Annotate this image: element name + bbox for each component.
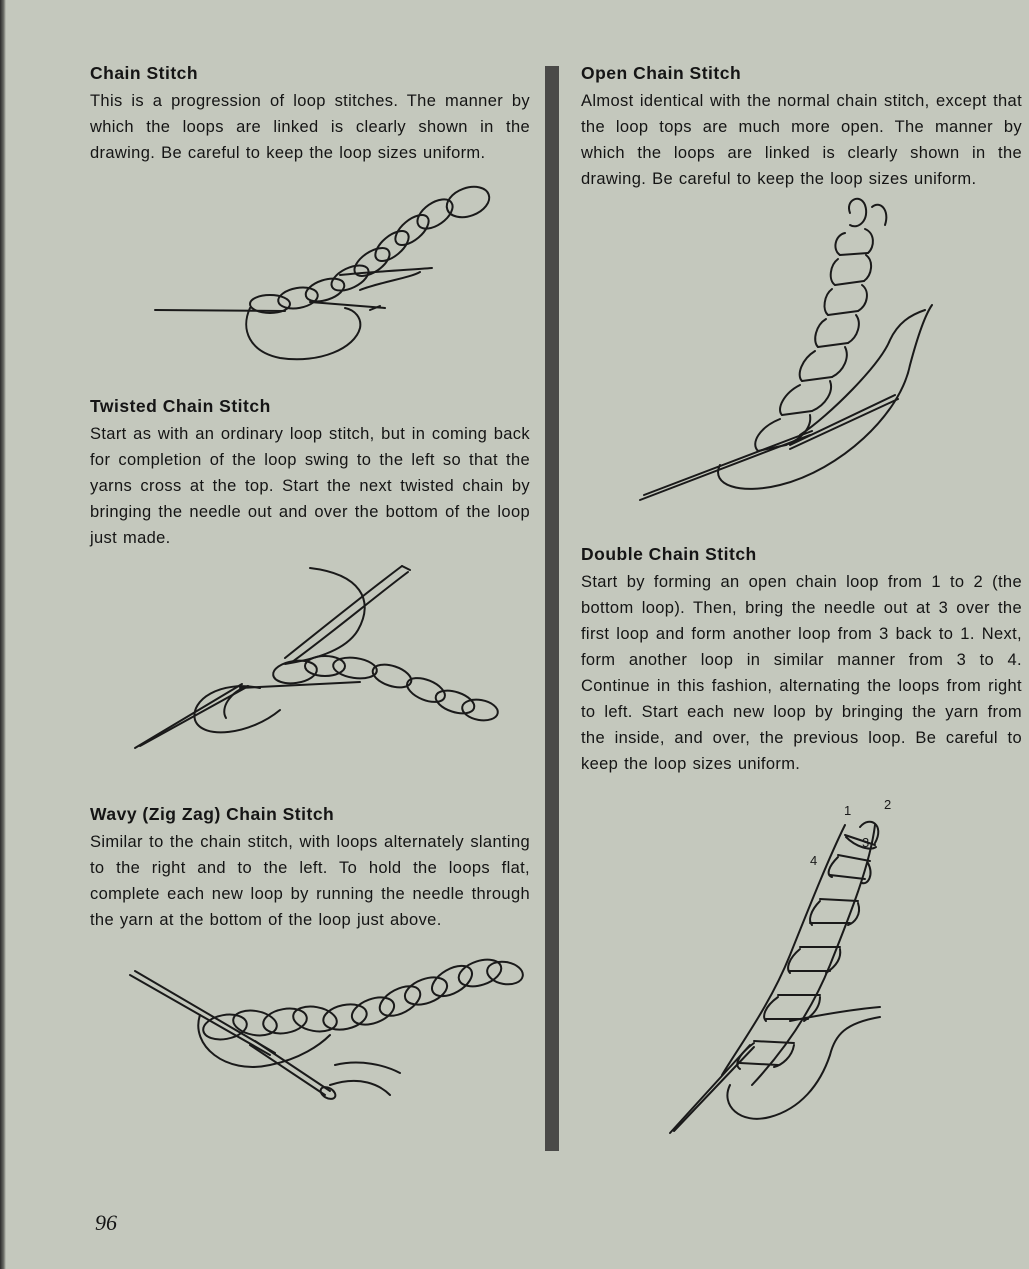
label-4: 4 (810, 853, 818, 868)
wavy-chain-illustration (130, 955, 530, 1115)
double-chain-section (581, 541, 1022, 777)
chain-stitch-body: This is a progression of loop stitches. The manner by which the loops are linked is clearly shown in the drawing. Be careful to keep the loop sizes uniform. (90, 92, 530, 162)
wavy-chain-title: Wavy (Zig Zag) Chain Stitch (90, 804, 335, 824)
chain-stitch-title: Chain Stitch (90, 63, 199, 83)
wavy-chain-body: Similar to the chain stitch, with loops alternately slanting to the right and to the left. To hold the loops flat, complete each new loop by running the needle through the yarn at the bottom of the loop just above. (90, 833, 530, 929)
twisted-chain-section (90, 393, 530, 551)
chain-stitch-illustration (150, 180, 510, 370)
open-chain-illustration (640, 195, 940, 505)
open-chain-title: Open Chain Stitch (581, 63, 742, 83)
chain-stitch-section (90, 60, 530, 166)
double-chain-illustration (670, 795, 900, 1135)
column-divider (545, 66, 559, 1151)
open-chain-section (581, 60, 1022, 192)
double-chain-body: Start by forming an open chain loop from 1 to 2 (the bottom loop). Then, bring the needle out at 3 over the first loop and form another loop from 3 back to 1. Next, form another loop in similar manner from 3 to 4. Continue in this fashion, alternating the loops from right to left. Start each new loop by bringing the yarn from the inside, and over, the previous loop. Be careful to keep the loop sizes uniform. (581, 573, 1022, 773)
wavy-chain-section (90, 801, 530, 933)
double-chain-title: Double Chain Stitch (581, 544, 757, 564)
twisted-chain-body: Start as with an ordinary loop stitch, but in coming back for completion of the loop swing to the left so that the yarns cross at the top. Start the next twisted chain by bringing the needle out and over the bottom of the loop just made. (90, 425, 530, 547)
page-number: 96 (95, 1210, 117, 1235)
label-2: 2 (884, 797, 892, 812)
open-chain-body: Almost identical with the normal chain stitch, except that the loop tops are much more open. The manner by which the loops are linked is clearly shown in the drawing. Be careful to keep the loop sizes uniform. (581, 92, 1022, 188)
label-1: 1 (844, 803, 852, 818)
scan-edge (0, 0, 6, 1269)
twisted-chain-illustration (130, 560, 520, 750)
label-3: 3 (862, 835, 870, 850)
twisted-chain-title: Twisted Chain Stitch (90, 396, 271, 416)
